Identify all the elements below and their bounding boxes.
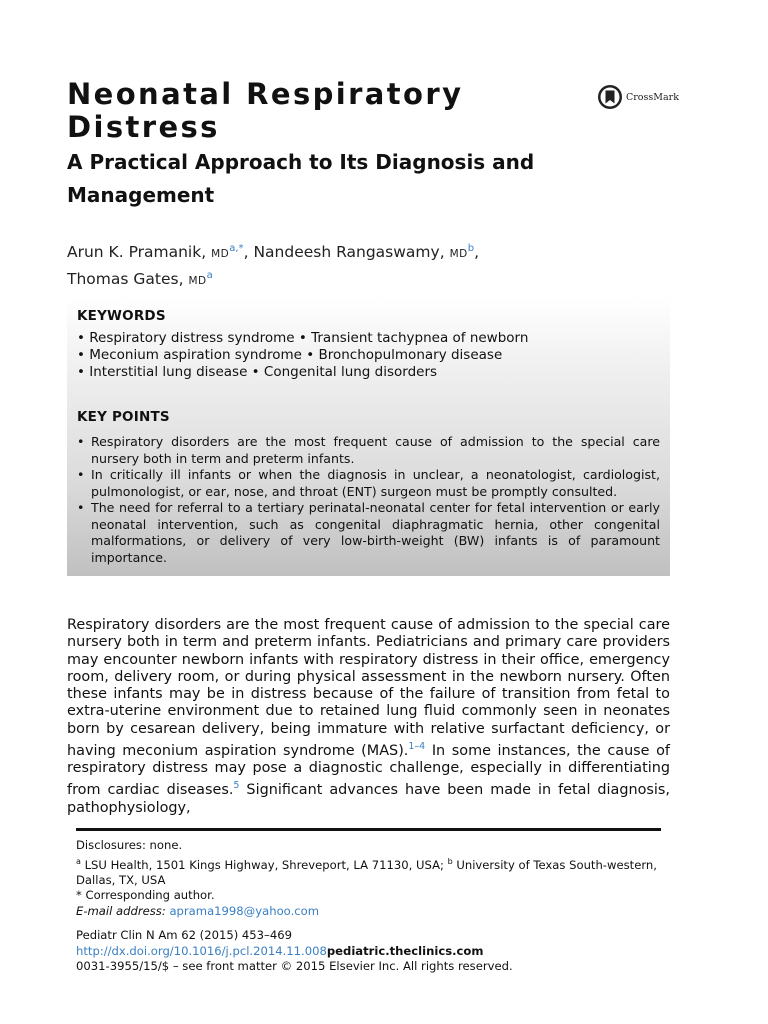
- journal-site[interactable]: pediatric.theclinics.com: [326, 943, 484, 958]
- affiliation-b: University of Texas South-western, Dallas, TX, USA: [76, 857, 657, 887]
- affiliation-mark: a: [76, 856, 81, 866]
- key-point-text: In critically ill infants or when the diagnosis in unclear, a neonatologist, cardiologist, pulmonologist, or ear, nose, and throat (ENT) surgeon must be promptly consulted.: [91, 467, 660, 499]
- key-point-text: Respiratory disorders are the most frequent cause of admission to the special care nursery both in term and preterm infants.: [91, 434, 660, 466]
- body-paragraph: [67, 617, 670, 817]
- affiliation-a: LSU Health, 1501 Kings Highway, Shreveport, LA 71130, USA;: [80, 857, 448, 872]
- key-point-item: [77, 434, 660, 467]
- article-subtitle: A Practical Approach to Its Diagnosis and Management: [67, 150, 535, 207]
- author-name: Thomas Gates,: [67, 270, 184, 289]
- journal-citation: Pediatr Clin N Am 62 (2015) 453–469: [76, 928, 292, 943]
- author-affiliation-mark[interactable]: a: [206, 270, 213, 282]
- key-points-heading: KEY POINTS: [77, 409, 170, 425]
- author-degree: MD: [211, 248, 230, 261]
- author-affiliation-mark[interactable]: a,*: [229, 243, 244, 254]
- bullet-icon: •: [77, 434, 85, 449]
- doi-link[interactable]: http://dx.doi.org/10.1016/j.pcl.2014.11.008: [76, 943, 327, 958]
- doi-row: [76, 944, 670, 960]
- author-separator: ,: [243, 243, 249, 262]
- copyright: 0031-3955/15/$ – see front matter © 2015 Elsevier Inc. All rights reserved.: [76, 959, 513, 974]
- bullet-icon: •: [77, 500, 85, 515]
- body-text-part: Respiratory disorders are the most frequent cause of admission to the special care nursery both in term and preterm infants. Pediatricians and primary care providers may encounter newborn infants with respiratory distress in their office, emergency room, delivery room, or during physical assessment in the newborn nursery. Often these infants may be in distress because of the failure of transition from fetal to extra-uterine environment due to retained lung fluid commonly seen in neonates born by cesarean delivery, being immature with relative surfactant deficiency, or having meconium aspiration syndrome (MAS).: [67, 617, 670, 759]
- crossmark-label: CrossMark: [626, 91, 679, 103]
- crossmark-badge[interactable]: [597, 84, 679, 110]
- disclosures: Disclosures: none.: [76, 838, 183, 852]
- keyword-line: • Interstitial lung disease • Congenital lung disorders: [77, 364, 438, 380]
- keyword-line: • Meconium aspiration syndrome • Bronchopulmonary disease: [77, 347, 503, 363]
- footnote-divider: [76, 828, 661, 831]
- keywords-keypoints-box: [67, 297, 670, 576]
- affiliations: [76, 854, 670, 889]
- author-affiliation-mark[interactable]: b: [467, 243, 475, 254]
- reference-link[interactable]: 1–4: [408, 741, 426, 753]
- crossmark-icon: [597, 84, 623, 110]
- author-list: [67, 238, 667, 292]
- key-point-text: The need for referral to a tertiary perinatal-neonatal center for fetal intervention or early neonatal intervention, such as congenital diaphragmatic hernia, other congenital malformations, or delivery of very low-birth-weight (BW) infants is of paramount importance.: [91, 500, 660, 565]
- author-name: Arun K. Pramanik,: [67, 243, 207, 262]
- key-point-item: [77, 467, 660, 500]
- keywords-heading: KEYWORDS: [77, 308, 166, 324]
- body-text-part: Significant advances have been made in fetal diagnosis, pathophysiology,: [67, 782, 671, 816]
- article-title: Neonatal Respiratory Distress: [67, 77, 464, 144]
- email-row: [76, 904, 670, 920]
- keyword-line: • Respiratory distress syndrome • Transient tachypnea of newborn: [77, 330, 529, 346]
- corresponding-author: * Corresponding author.: [76, 888, 215, 903]
- author-separator: ,: [474, 243, 480, 262]
- author-degree: MD: [449, 248, 468, 261]
- reference-link[interactable]: 5: [233, 780, 240, 792]
- bullet-icon: •: [77, 467, 85, 482]
- footnotes: [76, 838, 670, 975]
- email-link[interactable]: aprama1998@yahoo.com: [169, 903, 320, 918]
- key-points-list: [77, 434, 660, 566]
- affiliation-mark: b: [447, 856, 453, 866]
- key-point-item: [77, 500, 660, 566]
- email-label: E-mail address:: [76, 903, 166, 918]
- body-text-part: In some instances, the cause of respiratory distress may pose a diagnostic challenge, especially in differentiating from cardiac diseases.: [67, 742, 670, 799]
- author-degree: MD: [188, 275, 207, 288]
- keywords-list: [77, 330, 660, 381]
- author-name: Nandeesh Rangaswamy,: [253, 243, 445, 262]
